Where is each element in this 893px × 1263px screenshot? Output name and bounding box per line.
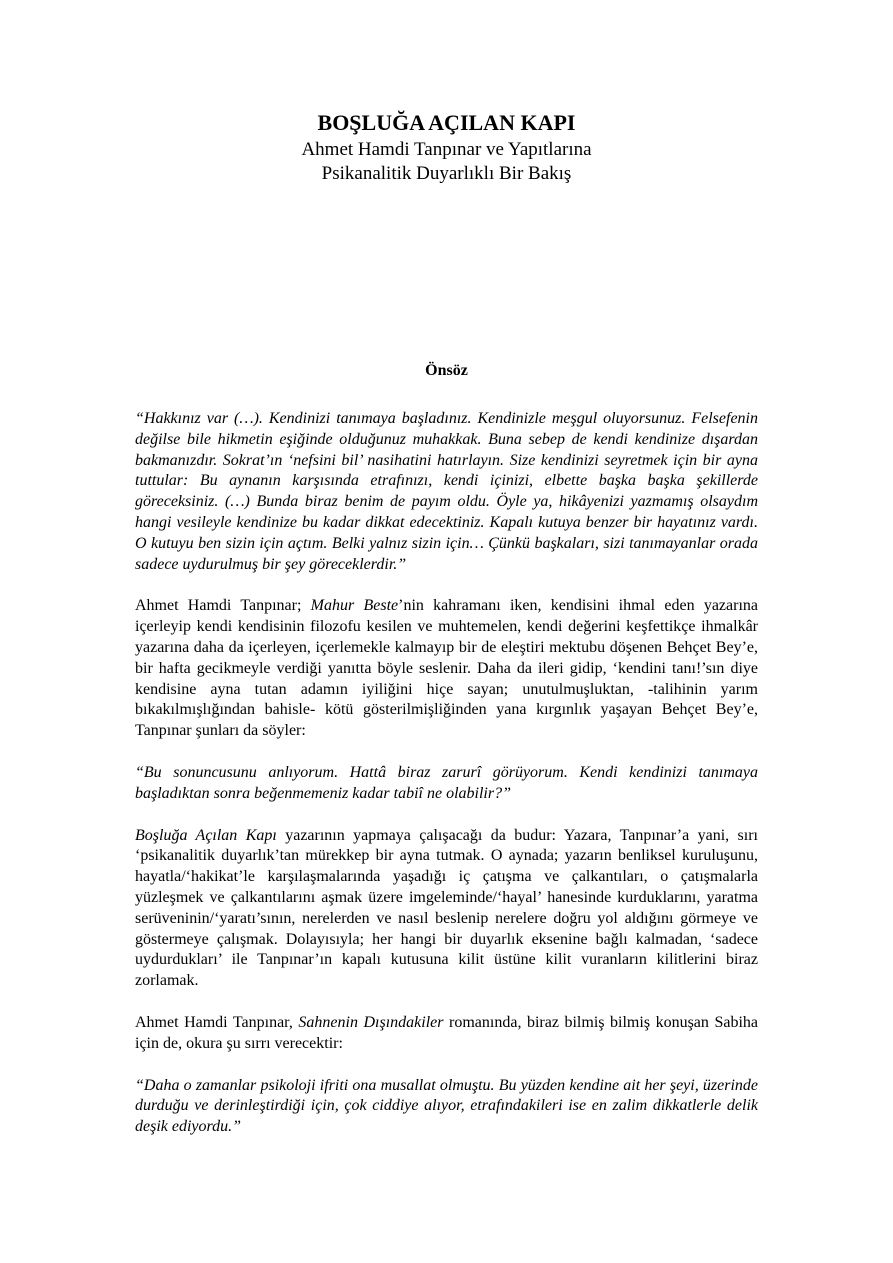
body-paragraph-3 xyxy=(135,1013,758,1055)
document-title: BOŞLUĞA AÇILAN KAPI xyxy=(317,110,576,135)
section-heading: Önsöz xyxy=(425,362,468,379)
document-body xyxy=(135,409,758,1138)
body-paragraph-2 xyxy=(135,826,758,992)
book-title-italic: Boşluğa Açılan Kapı xyxy=(135,826,277,844)
paragraph-text: Ahmet Hamdi Tanpınar, xyxy=(135,1013,299,1031)
title-block xyxy=(0,108,893,186)
paragraph-text: romanında, biraz bilmiş bilmiş konuşan Sabiha için de, okura şu sırrı verecektir: xyxy=(135,1013,758,1052)
document-subtitle-line-1: Ahmet Hamdi Tanpınar ve Yapıtlarına xyxy=(301,139,592,160)
paragraph-text: Ahmet Hamdi Tanpınar; xyxy=(135,597,311,615)
quote-paragraph-1: “Hakkınız var (…). Kendinizi tanımaya başladınız. Kendinizle meşgul oluyorsunuz. Felsefenin değilse bile hikmetin eşiğinde olduğunuz muhakkak. Buna sebep de kendi kendinize dışardan bakmanızdır. Sokrat’ın ‘nefsini bil’ nasihatini hatırlayın. Size kendinizi seyretmek için bir ayna tuttular: Bu aynanın karşısında etrafınızı, kendi içinizi, elbette başka başka şekillerde göreceksiniz. (…) Bunda biraz benim de payım oldu. Öyle ya, hikâyenizi yazmamış olsaydım hangi vesileyle kendinize bu kadar dikkat edecektiniz. Kapalı kutuya benzer bir hayatınız vardı. O kutuyu ben sizin için açtım. Belki yalnız sizin için… Çünkü başkaları, sizi tanımayanlar orada sadece uydurulmuş bir şey göreceklerdir.” xyxy=(135,410,758,573)
quote-paragraph-2: “Bu sonuncusunu anlıyorum. Hattâ biraz zarurî görüyorum. Kendi kendinizi tanımaya başladıktan sonra beğenmemeniz kadar tabiî ne olabilir?” xyxy=(135,763,758,802)
paragraph-text: ’nin kahramanı iken, kendisini ihmal eden yazarına içerleyip kendi kendisinin filozofu kesilen ve muhtemelen, kendi değerini keşfettikçe ihmalkâr yazarına daha da içerleyen, içerlemekle kalmayıp bir de eleştiri mektubu döşenen Behçet Bey’e, bir hafta gecikmeyle verdiği yanıtta böyle seslenir. Daha da ileri gidip, ‘kendini tanı!’sın diye kendisine ayna tutan adamın iyiliğini hiçe sayan; unutulmuşluktan, -talihinin yarım bıkakılmışlığından bahisle- kötü gösterilmişliğinden yana kırgınlık yaşayan Behçet Bey’e, Tanpınar şunları da söyler: xyxy=(135,597,758,740)
book-title-italic: Sahnenin Dışındakiler xyxy=(298,1013,444,1031)
paragraph-text: yazarının yapmaya çalışacağı da budur: Yazara, Tanpınar’a yani, sırı ‘psikanalitik duyarlık’tan mürekkep bir ayna tutmak. O aynada; yazarın benliksel kuruluşunu, hayatla/‘hakikat’le karşılaşmalarında yaşadığı iç çatışma ve çalkantıları, o çatışmalarla yüzleşmek ve çalkantılarını aşmak üzere imgeleminde/‘hayal’ hanesinde kurduklarını, yaratma serüveninin/‘yaratı’sının, nerelerden ve nasıl beslenip nerelere doğru yol aldığını görmeye ve göstermeye çalışmak. Dolayısıyla; her hangi bir duyarlık eksenine bağlı kalmadan, ‘sadece uydurdukları’ ile Tanpınar’ın kapalı kutusuna kilit üstüne kilit vuranların kilitlerini biraz zorlamak. xyxy=(135,826,759,990)
quote-paragraph-3: “Daha o zamanlar psikoloji ifriti ona musallat olmuştu. Bu yüzden kendine ait her şeyi, üzerinde durduğu ve derinleştirdiği için, çok ciddiye alıyor, etrafındakileri ise en zalim dikkatlerle delik deşik ediyordu.” xyxy=(135,1076,758,1136)
document-subtitle-line-2: Psikanalitik Duyarlıklı Bir Bakış xyxy=(321,163,572,184)
book-title-italic: Mahur Beste xyxy=(310,597,399,615)
body-paragraph-1 xyxy=(135,596,758,742)
